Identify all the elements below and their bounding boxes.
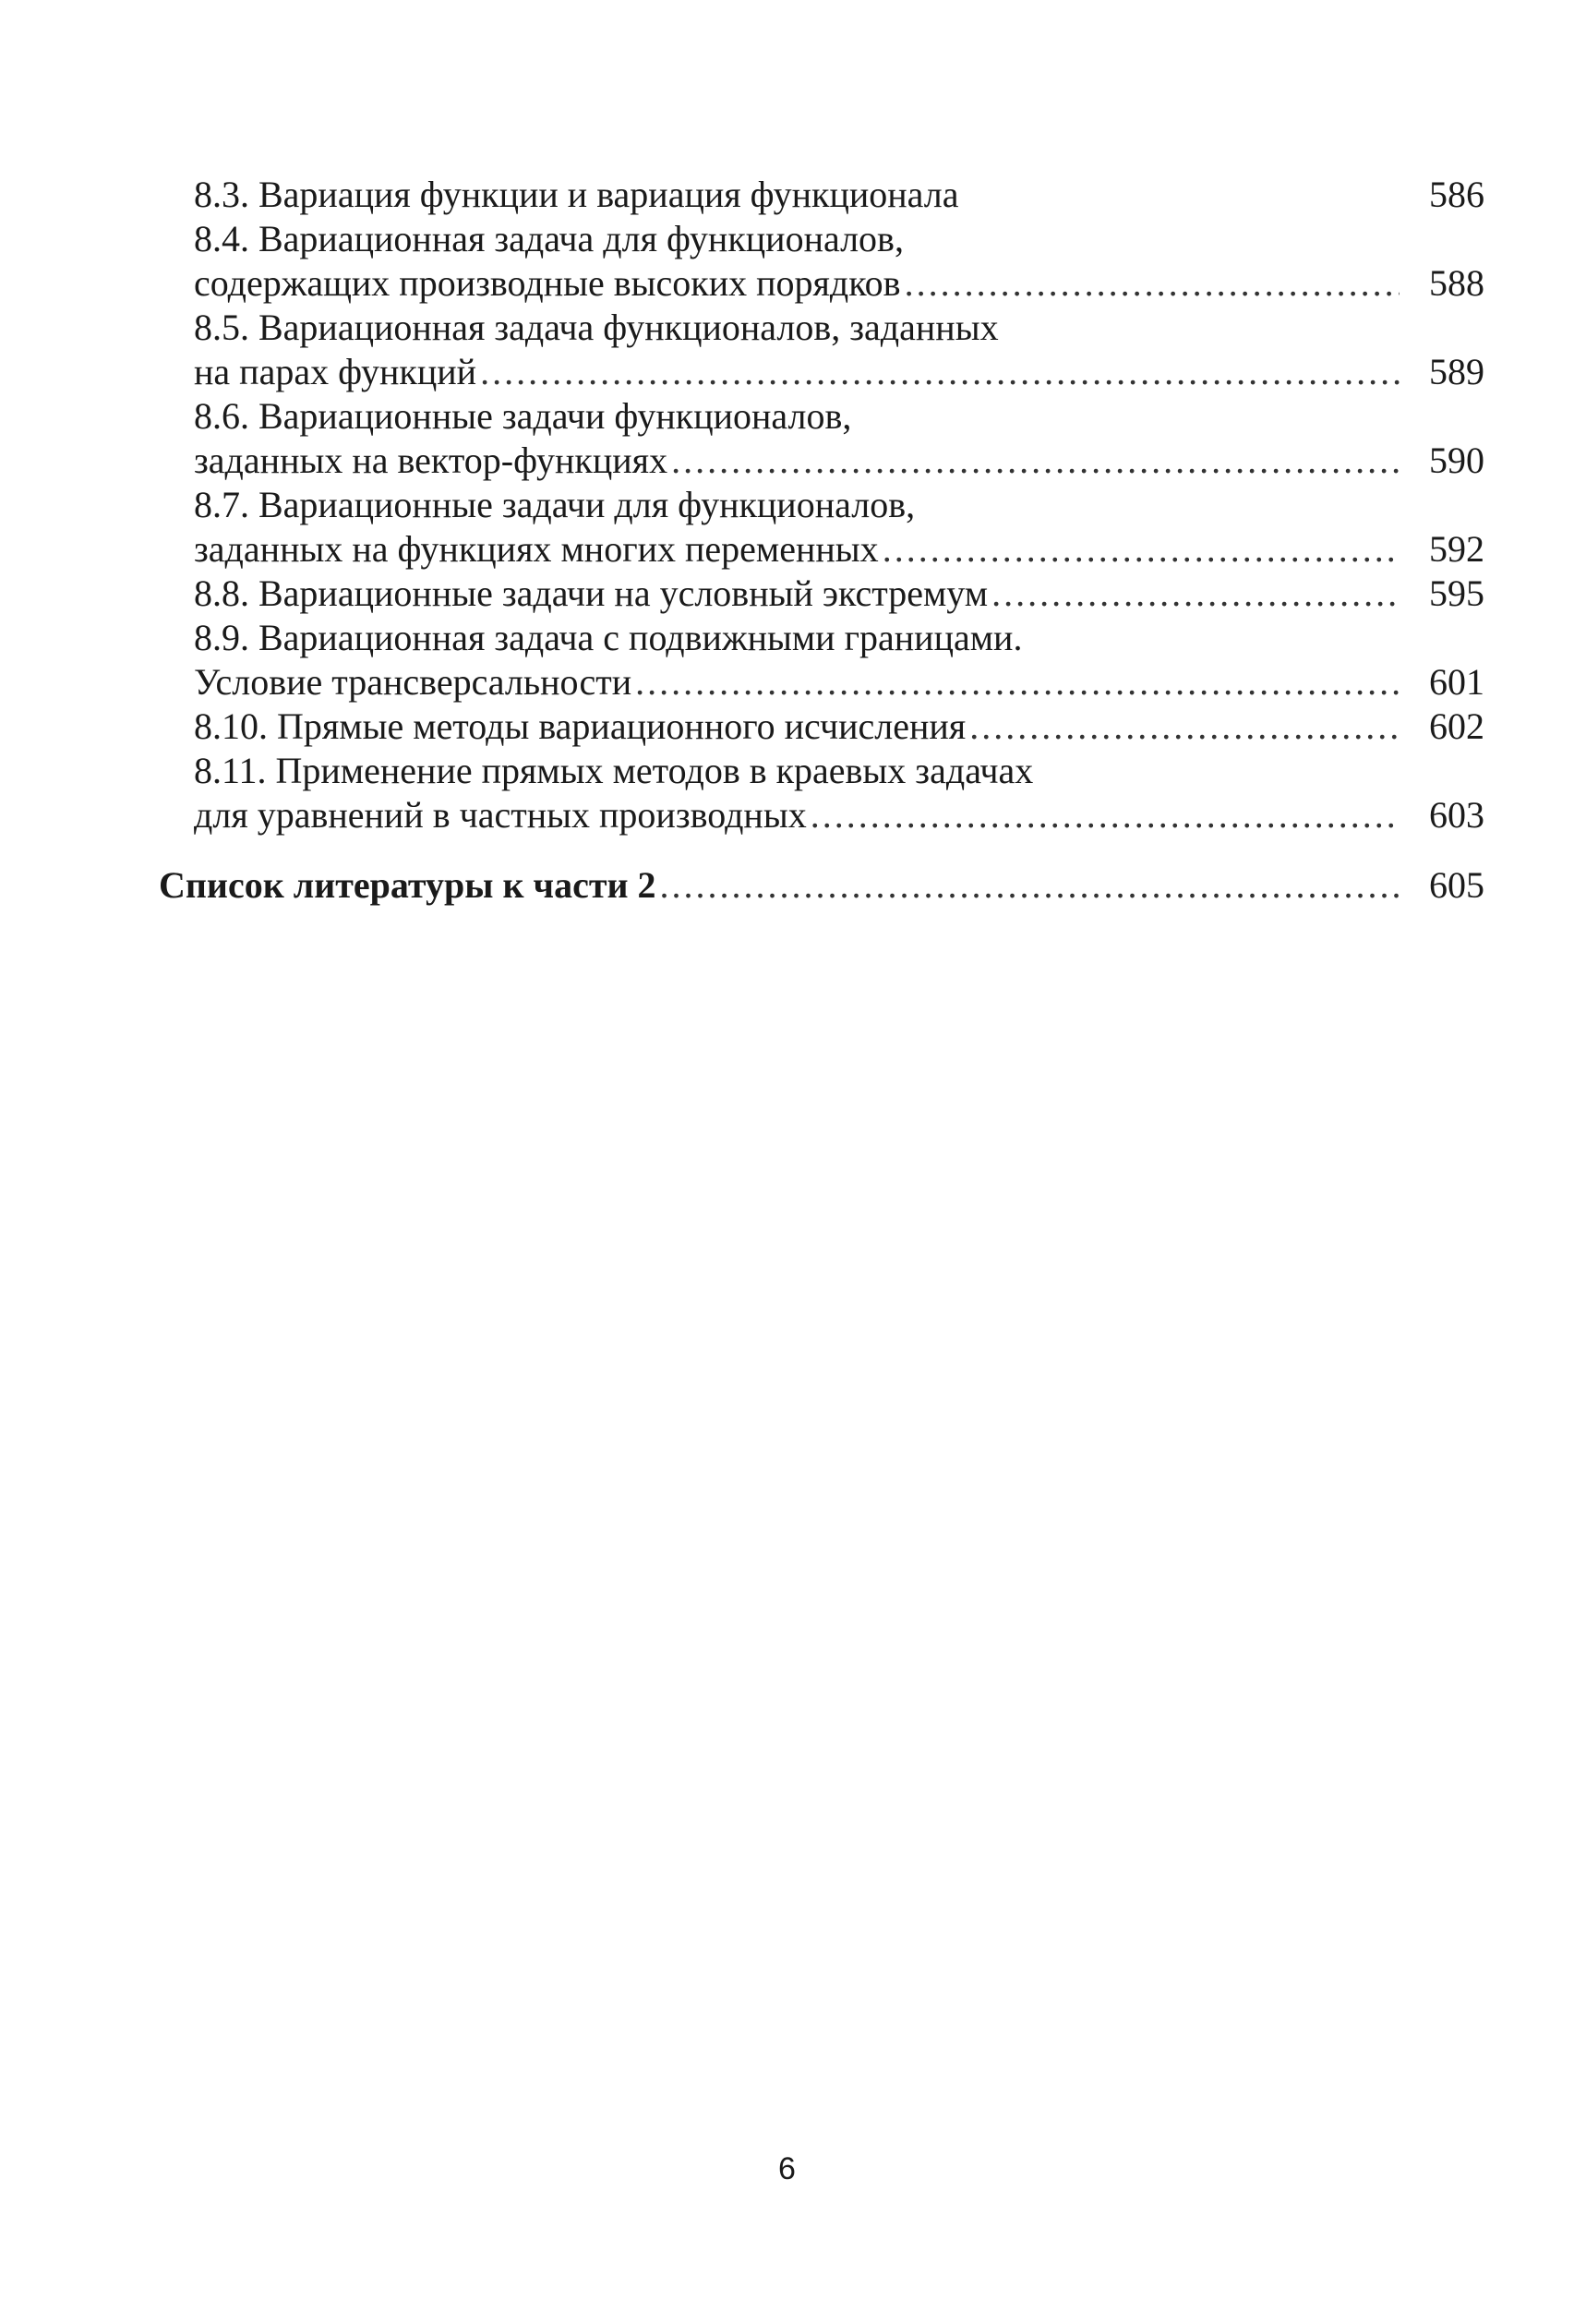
toc-entry-title: 8.11. Применение прямых методов в краевых задачах [194, 750, 1034, 791]
dot-leader [905, 261, 1400, 306]
dot-leader [811, 793, 1400, 837]
toc-entry-8-9-line1 [194, 616, 1484, 660]
toc-entry-title: для уравнений в частных производных [194, 794, 807, 836]
dot-leader [635, 660, 1400, 704]
toc-entry-title: 8.3. Вариация функции и вариация функционала [194, 174, 959, 215]
toc-entry-page: 588 [1429, 262, 1484, 304]
toc-entry-title: 8.6. Вариационные задачи функционалов, [194, 395, 852, 437]
table-of-contents [159, 173, 1484, 908]
dot-leader [671, 439, 1400, 483]
toc-entry-8-11-line2 [194, 793, 1484, 837]
toc-entry-page: 605 [1429, 864, 1484, 906]
toc-entry-page: 590 [1429, 440, 1484, 481]
toc-entry-8-6-line1 [194, 394, 1484, 439]
dot-leader [660, 863, 1400, 908]
toc-entry-title: на парах функций [194, 351, 477, 392]
dot-leader [883, 527, 1400, 572]
toc-entry-title: содержащих производные высоких порядков [194, 262, 901, 304]
toc-entry-8-5-line2 [194, 350, 1484, 394]
toc-entry-title: 8.9. Вариационная задача с подвижными границами. [194, 617, 1023, 658]
toc-entry-8-4-line1 [194, 217, 1484, 261]
toc-entry-8-8 [194, 572, 1484, 616]
toc-entry-title: заданных на вектор-функциях [194, 440, 668, 481]
toc-entry-8-6-line2 [194, 439, 1484, 483]
toc-entry-title: 8.4. Вариационная задача для функционалов, [194, 218, 904, 259]
toc-entry-page: 595 [1429, 572, 1484, 614]
dot-leader [969, 704, 1400, 749]
toc-entry-8-3 [194, 173, 1484, 217]
toc-entry-title: 8.8. Вариационные задачи на условный экстремум [194, 572, 989, 614]
dot-leader [480, 350, 1400, 394]
toc-entry-page: 592 [1429, 528, 1484, 570]
toc-entry-title: 8.7. Вариационные задачи для функционалов, [194, 484, 916, 525]
toc-entry-page: 601 [1429, 661, 1484, 703]
toc-entry-8-9-line2 [194, 660, 1484, 704]
toc-entry-8-4-line2 [194, 261, 1484, 306]
toc-entry-title: Условие трансверсальности [194, 661, 632, 703]
toc-entry-8-5-line1 [194, 306, 1484, 350]
toc-entry-page: 586 [1429, 174, 1484, 215]
toc-entry-title: заданных на функциях многих переменных [194, 528, 879, 570]
toc-entry-page: 603 [1429, 794, 1484, 836]
toc-entry-page: 602 [1429, 705, 1484, 747]
toc-entry-bibliography [159, 863, 1484, 908]
toc-entry-page: 589 [1429, 351, 1484, 392]
toc-entry-8-7-line1 [194, 483, 1484, 527]
toc-entry-title: 8.5. Вариационная задача функционалов, заданных [194, 307, 999, 348]
toc-entry-8-10 [194, 704, 1484, 749]
toc-entry-title: 8.10. Прямые методы вариационного исчисления [194, 705, 967, 747]
page-number: 6 [778, 2151, 796, 2186]
toc-entry-title: Список литературы к части 2 [159, 864, 656, 906]
dot-leader [991, 572, 1400, 616]
toc-entry-8-7-line2 [194, 527, 1484, 572]
toc-entry-8-11-line1 [194, 749, 1484, 793]
